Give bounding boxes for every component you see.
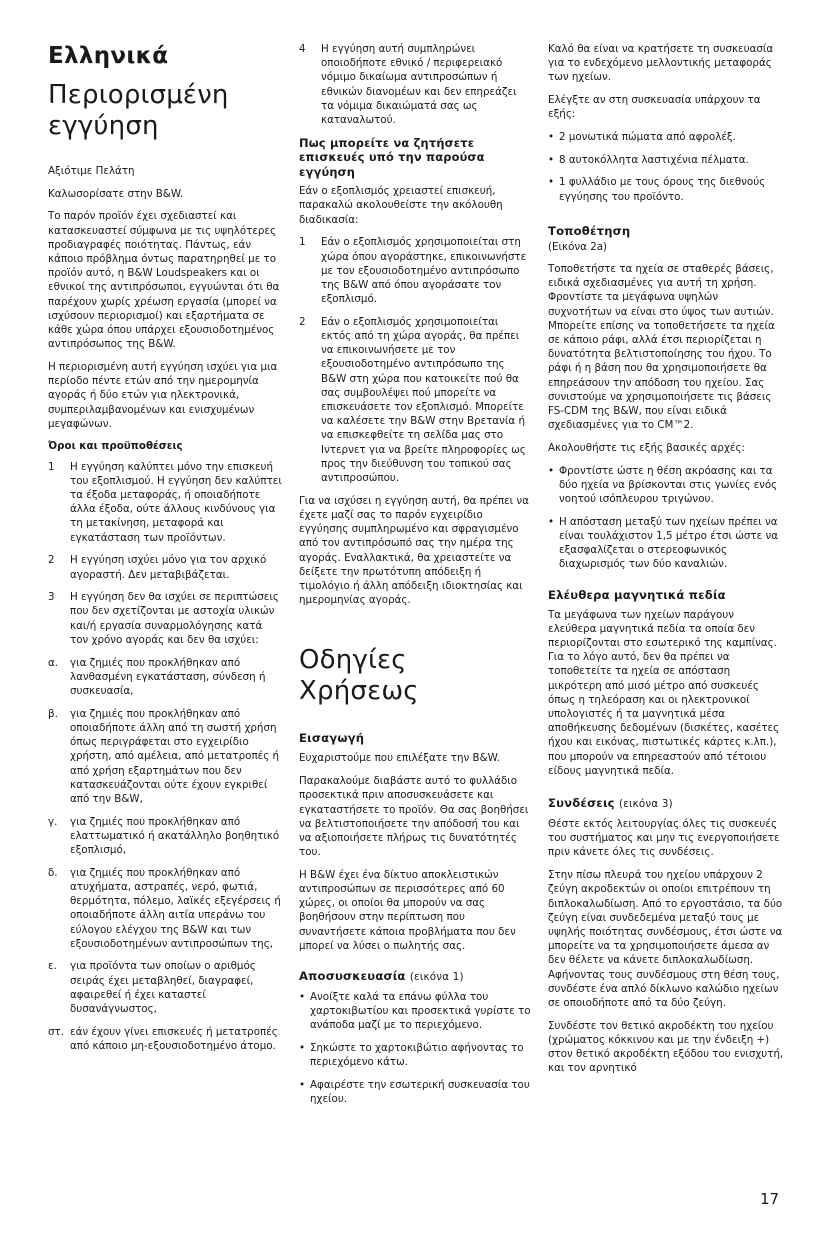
- introduction-thanks: Ευχαριστούμε που επιλέξατε την B&W.: [299, 752, 500, 765]
- list-marker: γ.: [48, 815, 58, 828]
- list-item: [48, 656, 283, 699]
- bullet-marker: •: [299, 1042, 306, 1055]
- manual-title: Οδηγίες Χρήσεως: [299, 645, 419, 707]
- list-marker: στ.: [48, 1025, 64, 1038]
- welcome: Καλωσορίσατε στην B&W.: [48, 187, 184, 200]
- list-text: Αφαιρέστε την εσωτερική συσκευασία του ηχείου.: [310, 1079, 530, 1106]
- bullet-marker: •: [299, 1079, 306, 1092]
- column-middle: [299, 42, 531, 1115]
- repair-intro: Εάν ο εξοπλισμός χρειαστεί επισκευή, παρακαλώ ακολουθείστε την ακόλουθη διαδικασία:: [299, 185, 503, 226]
- bullet-marker: •: [548, 176, 555, 189]
- list-text: για ζημιές που προκλήθηκαν από ατυχήματα, αστραπές, νερό, φωτιά, θερμότητα, πόλεμο, λαϊκές εξεγέρσεις ή οποιαδήποτε άλλη αιτία υπεράνω του εύλογου ελέγχου της B&W και των εξουσιοδοτημένων αντιπροσώπων της,: [70, 866, 281, 950]
- list-text: Φροντίστε ώστε η θέση ακρόασης και τα δύο ηχεία να βρίσκονται στις γωνίες ενός νοητού ισόπλευρου τριγώνου.: [559, 464, 778, 506]
- list-marker: 1: [48, 460, 55, 473]
- list-text: Η απόσταση μεταξύ των ηχείων πρέπει να είναι τουλάχιστον 1,5 μέτρο έτσι ώστε να εξασφαλίζεται ο στερεοφωνικός διαχωρισμός των δύο καναλιών.: [559, 515, 779, 571]
- dealer-network-paragraph: Η B&W έχει ένα δίκτυο αποκλειστικών αντιπροσώπων σε περισσότερες από 60 χώρες, οι οποίοι θα μπορούν να σας βοηθήσουν στην περίπτωση που συναντήσετε κάποια προβλήματα που δεν μπορεί να λύσει ο πωλητής σας.: [299, 868, 516, 952]
- list-item: [299, 235, 531, 306]
- bullet-item: [548, 130, 784, 144]
- list-text: Η εγγύηση αυτή συμπληρώνει οποιοδήποτε εθνικό / περιφερειακό νόμιμο δικαίωμα αντιπροσώπων ή εθνικών διανομέων και δεν επηρεάζει τα νόμιμα δικαιώματά σας ως καταναλωτού.: [321, 43, 517, 127]
- repair-steps-list: [299, 235, 531, 485]
- connections-heading: [548, 796, 784, 812]
- list-text: Σηκώστε το χαρτοκιβώτιο αφήνοντας το περιεχόμενο κάτω.: [310, 1042, 524, 1069]
- figure-ref: (εικόνα 1): [409, 971, 464, 984]
- check-contents-paragraph: Ελέγξτε αν στη συσκευασία υπάρχουν τα εξής:: [548, 94, 761, 121]
- warranty-period-paragraph: Η περιορισμένη αυτή εγγύηση ισχύει για μια περίοδο πέντε ετών από την ημερομηνία αγοράς ή δύο ετών για ηλεκτρονικά, συμπεριλαμβανομένων και ενισχυμένων μεγαφώνων.: [48, 360, 278, 430]
- list-marker: δ.: [48, 866, 58, 879]
- bullet-item: [548, 464, 784, 507]
- list-marker: 2: [299, 315, 306, 328]
- introduction-paragraph: Παρακαλούμε διαβάστε αυτό το φυλλάδιο προσεκτικά πριν αποσυσκευάσετε και εγκαταστήσετε το προϊόν. Θα σας βοηθήσει να βελτιστοποιήσετε την απόδοσή του και να αξιοποιήσετε πλήρως τις δυνατότητές του.: [299, 775, 529, 859]
- terms-heading: Όροι και προϋποθέσεις: [48, 440, 183, 453]
- list-text: Εάν ο εξοπλισμός χρησιμοποιείται εκτός από τη χώρα αγοράς, θα πρέπει να επικοινωνήσετε με τον εξουσιοδοτημένο αντιπρόσωπο της B&W στη χώρα που κατοικείτε πού θα σας συμβουλέψει πού μπορείτε να επισκευάσετε τον εξοπλισμό. Μπορείτε να καλέσετε την B&W στην Βρετανία ή να επισκεφθείτε τη σελίδα μας στο Ιντερνετ για να βρείτε πληροφορίες ως προς την διεύθυνση του τοπικού σας αντιπροσώπου.: [321, 315, 526, 485]
- warranty-title: Περιορισμένη εγγύηση: [48, 80, 229, 141]
- unpacking-title: Αποσυσκευασία: [299, 969, 406, 984]
- page-number: 17: [760, 1190, 780, 1208]
- list-marker: 3: [48, 591, 55, 604]
- list-item: [48, 815, 283, 858]
- placement-heading: Τοποθέτηση: [548, 223, 631, 238]
- bullet-marker: •: [299, 991, 306, 1004]
- keep-packaging-paragraph: Καλό θα είναι να κρατήσετε τη συσκευασία για το ενδεχόμενο μελλοντικής μεταφοράς των ηχείων.: [548, 43, 774, 84]
- magnetic-fields-paragraph: Τα μεγάφωνα των ηχείων παράγουν ελεύθερα μαγνητικά πεδία τα οποία δεν περιορίζονται στο εσωτερικό της καμπίνας. Για το λόγο αυτό, δεν θα πρέπει να τοποθετείτε τα ηχεία σε απόσταση μικρότερη από μισό μέτρο από συσκευές όπως η τηλεόραση και οι ηλεκτρονικοί υπολογιστές ή τα μαγνητικά μέσα αποθήκευσης δεδομένων (δισκέτες, κασέτες ήχου και εικόνας, πιστωτικές κάρτες κ.λπ.), που μπορούν να επηρεαστούν από τέτοιου είδους μαγνητικά πεδία.: [548, 608, 780, 777]
- bullet-item: [548, 153, 784, 167]
- list-text: Η εγγύηση ισχύει μόνο για τον αρχικό αγοραστή. Δεν μεταβιβάζεται.: [70, 554, 267, 581]
- column-left: [48, 42, 283, 1062]
- list-text: για ζημιές που προκλήθηκαν από οποιαδήποτε άλλη από τη σωστή χρήση όπως περιγράφεται στο εγχειρίδιο χρήστη, από αμέλεια, από μετατροπές ή από χρήση εξαρτημάτων που δεν κατασκευάζονται ούτε έχουν εγκριθεί από την B&W,: [70, 707, 280, 805]
- placement-list: [548, 464, 784, 572]
- bullet-item: [548, 515, 784, 572]
- bullet-item: [299, 990, 531, 1033]
- list-marker: 2: [48, 554, 55, 567]
- list-text: για ζημιές που προκλήθηκαν από λανθασμένη εγκατάσταση, σύνδεση ή συσκευασία,: [70, 656, 266, 697]
- list-item: [48, 707, 283, 806]
- list-marker: 1: [299, 236, 306, 249]
- unpacking-heading: [299, 969, 531, 985]
- list-item: [299, 315, 531, 485]
- contents-list: [548, 130, 784, 204]
- validity-paragraph: Για να ισχύσει η εγγύηση αυτή, θα πρέπει να έχετε μαζί σας το παρόν εγχειρίδιο εγγύησης συμπληρωμένο και σφραγισμένο από τον αντιπρόσωπό σας την ημέρα της αγοράς. Εναλλακτικά, θα χρειαστείτε να δείξετε την πρωτότυπη απόδειξη ή τιμολόγιο ή άλλη απόδειξη ιδιοκτησίας και ημερομηνίας αγοράς.: [299, 494, 529, 607]
- bullet-item: [299, 1078, 531, 1106]
- bullet-marker: •: [548, 515, 555, 528]
- bullet-marker: •: [548, 153, 555, 166]
- bullet-item: [299, 1041, 531, 1069]
- list-text: Εάν ο εξοπλισμός χρησιμοποιείται στη χώρα όπου αγοράστηκε, επικοινωνήστε με τον εξουσιοδοτημένο αντιπρόσωπο της B&W από όπου αγοράσατε τον εξοπλισμό.: [321, 236, 527, 306]
- connections-paragraph: Θέστε εκτός λειτουργίας όλες τις συσκευές του συστήματος και μην τις ενεργοποιήσετε πριν κάνετε όλες τις συνδέσεις.: [548, 818, 780, 859]
- connections-paragraph: Συνδέστε τον θετικό ακροδέκτη του ηχείου (χρώματος κόκκινου και με την ένδειξη +) στον θετικό ακροδέκτη εξόδου του ενισχυτή, και τον αρνητικό: [548, 1019, 784, 1075]
- list-marker: 4: [299, 43, 306, 55]
- list-text: 2 μονωτικά πώματα από αφρολέξ.: [559, 131, 736, 144]
- list-item: [48, 553, 283, 581]
- list-item: [48, 460, 283, 545]
- greeting: Αξιότιμε Πελάτη: [48, 165, 135, 177]
- list-text: Η εγγύηση δεν θα ισχύει σε περιπτώσεις που δεν σχετίζονται με αστοχία υλικών και/ή εργασία συναρμολόγησης κατά τον χρόνο αγοράς και δεν θα ισχύει:: [70, 591, 279, 646]
- list-text: για προϊόντα των οποίων ο αριθμός σειράς έχει μεταβληθεί, διαγραφεί, αφαιρεθεί ή έχει καταστεί δυσανάγνωστος,: [70, 960, 256, 1016]
- column-right: [548, 42, 784, 1084]
- list-text: 8 αυτοκόλλητα λαστιχένια πέλματα.: [559, 153, 749, 166]
- bullet-marker: •: [548, 131, 555, 144]
- language-heading: Ελληνικά: [48, 43, 169, 69]
- list-marker: ε.: [48, 960, 57, 973]
- terms-item: [299, 42, 531, 127]
- warranty-intro-paragraph: Το παρόν προϊόν έχει σχεδιαστεί και κατασκευαστεί σύμφωνα με τις υψηλότερες προδιαγραφές ποιότητας. Πάντως, εάν κάποιο πρόβλημα όντως παρατηρηθεί με το προϊόν αυτό, η B&W Loudspeakers και οι εθνικοί της αντιπρόσωποι, εγγυώνται ότι θα παρέχουν χωρίς χρέωση εργασία (μπορεί να ισχύσουν περιορισμοί) και εξαρτήματα σε κάθε χώρα όπου υπάρχει εξουσιοδοτημένος αντιπρόσωπος της B&W.: [48, 210, 280, 351]
- list-item: [48, 1025, 283, 1053]
- placement-paragraph: Τοποθετήστε τα ηχεία σε σταθερές βάσεις, ειδικά σχεδιασμένες για αυτή τη χρήση. Φροντίστε τα μεγάφωνα υψηλών συχνοτήτων να είναι στο ύψος των αυτιών. Μπορείτε επίσης να τοποθετήσετε τα ηχεία σε κάποιο ράφι, αλλά έτσι περιορίζεται η δυνατότητα βελτιστοποίησης του ήχου. Το ράφι ή η βάση που θα χρησιμοποιήσετε θα επηρεάσουν την απόδοση του ηχείου. Σας συνιστούμε να χρησιμοποιήσετε τις βάσεις FS-CDM της B&W, που είναι ειδικά σχεδιασμένες για το CM™2.: [548, 263, 775, 432]
- list-text: Η εγγύηση καλύπτει μόνο την επισκευή του εξοπλισμού. Η εγγύηση δεν καλύπτει τα έξοδα μεταφοράς, ή οποιαδήποτε άλλα έξοδα, ούτε άλλους κινδύνους για τη μετακίνηση, μεταφορά και εγκατάσταση των προϊόντων.: [70, 460, 282, 544]
- unpacking-list: [299, 990, 531, 1106]
- repair-heading: Πως μπορείτε να ζητήσετε επισκευές υπό την παρούσα εγγύηση: [299, 135, 485, 179]
- list-text: Ανοίξτε καλά τα επάνω φύλλα του χαρτοκιβωτίου και προσεκτικά γυρίστε το ανάποδα μαζί με το περιεχόμενο.: [310, 991, 531, 1032]
- list-item: [48, 590, 283, 647]
- magnetic-fields-heading: Ελέυθερα μαγνητικά πεδία: [548, 587, 726, 602]
- figure-ref: (Εικόνα 2a): [548, 240, 608, 253]
- list-text: για ζημιές που προκλήθηκαν από ελαττωματικό ή ακατάλληλο βοηθητικό εξοπλισμό,: [70, 815, 280, 857]
- list-text: εάν έχουν γίνει επισκευές ή μετατροπές από κάποιο μη-εξουσιοδοτημένο άτομο.: [70, 1025, 278, 1052]
- list-item: [48, 866, 283, 951]
- list-marker: α.: [48, 656, 59, 669]
- list-item: [48, 959, 283, 1016]
- list-text: 1 φυλλάδιο με τους όρους της διεθνούς εγγύησης του προϊόντο.: [559, 176, 766, 203]
- introduction-heading: Εισαγωγή: [299, 731, 365, 746]
- list-marker: β.: [48, 707, 58, 720]
- placement-principles: Ακολουθήστε τις εξής βασικές αρχές:: [548, 441, 745, 454]
- figure-ref: (εικόνα 3): [619, 798, 673, 811]
- connections-paragraph: Στην πίσω πλευρά του ηχείου υπάρχουν 2 ζεύγη ακροδεκτών οι οποίοι επιτρέπουν τη διπλοκαλωδίωση. Από το εργοστάσιο, τα δύο ζεύγη είναι συνδεδεμένα μεταξύ τους με υψηλής ποιότητας συνδέσμους, έτσι ώστε να μπορείτε να τα χρησιμοποιήσετε άμεσα αν δεν θέλετε να κάνετε διπλοκαλωδίωση. Αφήνοντας τους συνδέσμους στη θέση τους, συνδέστε ένα απλό δίκλωνο καλώδιο ηχείων σε οποιοδήποτε από τα δύο ζεύγη.: [548, 869, 783, 1009]
- bullet-marker: •: [548, 464, 555, 477]
- connections-title: Συνδέσεις: [548, 796, 615, 811]
- bullet-item: [548, 175, 784, 203]
- terms-list: [48, 460, 283, 1054]
